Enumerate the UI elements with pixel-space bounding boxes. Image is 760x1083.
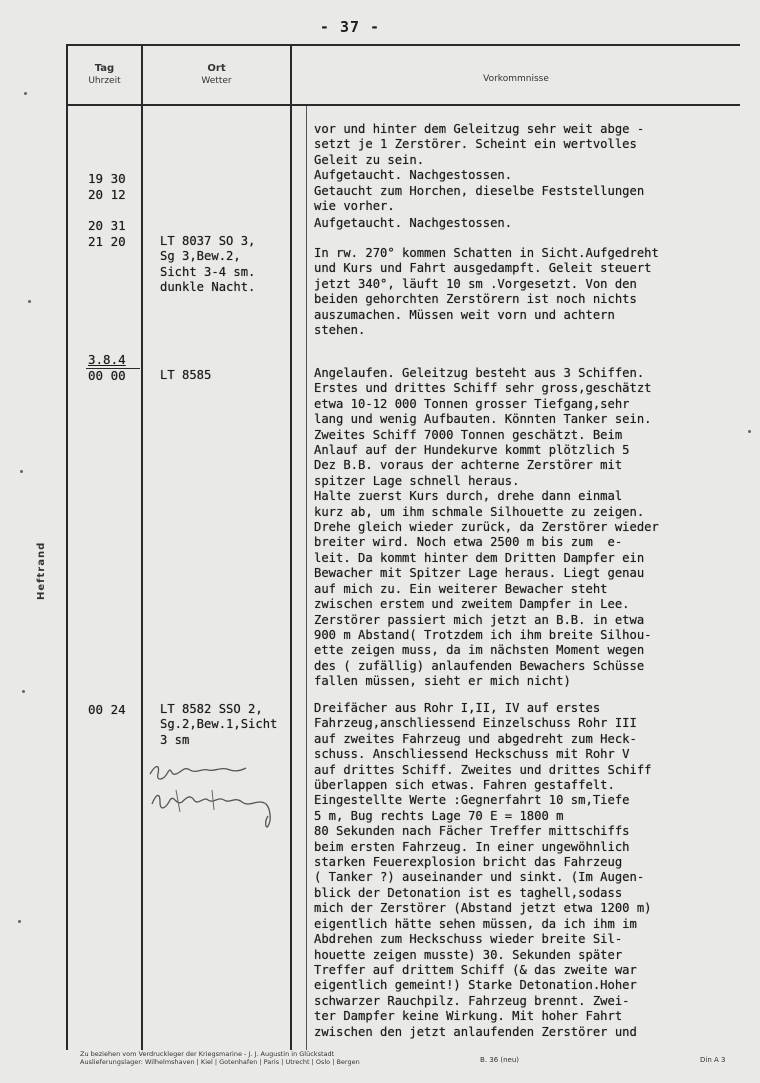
handwritten-signature — [146, 760, 286, 840]
place-weather-1: LT 8037 SO 3, Sg 3,Bew.2, Sicht 3-4 sm. dunkle Nacht. — [160, 234, 256, 295]
header-col-tag — [68, 62, 141, 87]
header-uhrzeit: Uhrzeit — [88, 76, 121, 86]
event-entry-3: Getaucht zum Horchen, dieselbe Feststellungen wie vorher. — [314, 184, 645, 214]
event-entry-1: vor und hinter dem Geleitzug sehr weit abge - setzt je 1 Zerstörer. Scheint ein wertvolles Geleit zu sein. — [314, 122, 645, 167]
scan-dot — [22, 690, 25, 693]
time-2031: 20 31 — [88, 218, 126, 233]
margin-label-heftrand: Heftrand — [36, 541, 47, 600]
footer-form-number: B. 36 (neu) — [480, 1056, 520, 1064]
column-divider-1 — [141, 44, 143, 1050]
scan-dot — [18, 920, 21, 923]
event-entry-2: Aufgetaucht. Nachgestossen. — [314, 168, 513, 182]
header-ort: Ort — [207, 63, 226, 74]
table-top-border — [66, 44, 740, 46]
scan-dot — [20, 470, 23, 473]
scan-dot — [748, 430, 751, 433]
scan-dot — [24, 92, 27, 95]
text-margin-line — [306, 106, 307, 1050]
table-left-border — [66, 44, 68, 1050]
date-entry: 3.8.4 — [88, 352, 126, 367]
footer-line-1: Zu beziehen vom Verdruckleger der Kriegsmarine - J. J. Augustin in Glückstadt — [80, 1050, 335, 1058]
header-col-vorkommnisse — [292, 73, 740, 85]
header-tag: Tag — [94, 63, 115, 74]
place-weather-3: LT 8582 SSO 2, Sg.2,Bew.1,Sicht 3 sm — [160, 702, 278, 747]
event-entry-6: Angelaufen. Geleitzug besteht aus 3 Schiffen. Erstes und drittes Schiff sehr gross,geschätzt etwa 10-12 000 Tonnen grosser Tiefgang,sehr lang und wenig Aufbauten. Könnten Tanker sein. Zweites Schiff 7000 Tonnen geschätzt. Beim Anlauf auf der Hundekurve kommt plötzlich 5 Dez B.B. voraus der achterne Zerstörer mit spitzer Lage schnell heraus. Halte zuerst Kurs durch, drehe dann einmal kurz ab, um ihm schmale Silhouette zu zeigen. Drehe gleich wieder zurück, da Zerstörer wieder breiter wird. Noch etwa 2500 m bis zum e- leit. Da kommt hinter dem Dritten Dampfer ein Bewacher mit Spitzer Lage heraus. Liegt genau auf mich zu. Ein weiterer Bewacher steht zwischen erstem und zweitem Dampfer in Lee. Zerstörer passiert mich jetzt an B.B. in etwa 900 m Abstand( Trotzdem ich ihm breite Silhou- ette zeigen muss, da im nächsten Moment wegen des ( zufällig) anlaufenden Bewachers Schüsse fallen müssen, sieht er mich nicht) — [314, 366, 659, 689]
time-0000: 00 00 — [88, 368, 126, 383]
event-entry-7: Dreifächer aus Rohr I,II, IV auf erstes Fahrzeug,anschliessend Einzelschuss Rohr III auf zweites Fahrzeug und abgedreht zum Heck- schuss. Anschliessend Heckschuss mit Rohr V auf drittes Schiff. Zweites und drittes Schiff überlappen sich etwas. Fahren gestaffelt. Eingestellte Werte :Gegnerfahrt 10 sm,Tiefe 5 m, Bug rechts Lage 70 E = 1800 m 80 Sekunden nach Fächer Treffer mittschiffs beim ersten Fahrzeug. In einer ungewöhnlich starken Feuerexplosion bricht das Fahrzeug ( Tanker ?) auseinander und sinkt. (Im Augen- blick der Detonation ist es taghell,sodass mich der Zerstörer (Abstand jetzt etwa 1200 m) eigentlich hätte sehen müssen, da ich ihm im Abdrehen zum Heckschuss wieder breite Sil- houette zeigen musste) 30. Sekunden später Treffer auf drittem Schiff (& das zweite war eigentlich gemeint!) Starke Detonation.Hoher schwarzer Rauchpilz. Fahrzeug brennt. Zwei- ter Dampfer keine Wirkung. Mit hoher Fahrt zwischen den jetzt anlaufenden Zerstörer und — [314, 701, 652, 1039]
footer-line-2: Auslieferungslager: Wilhelmshaven | Kiel | Gotenhafen | Paris | Utrecht | Oslo | Bergen — [80, 1058, 360, 1066]
time-1930: 19 30 — [88, 171, 126, 186]
header-wetter: Wetter — [201, 76, 232, 86]
footer-format: Din A 3 — [700, 1056, 726, 1064]
header-col-ort — [143, 62, 290, 87]
time-0024: 00 24 — [88, 702, 126, 717]
page-number: - 37 - — [319, 18, 381, 36]
header-bottom-border — [66, 104, 740, 106]
scan-dot — [28, 300, 31, 303]
place-weather-2: LT 8585 — [160, 368, 212, 382]
time-2012: 20 12 — [88, 187, 126, 202]
event-entry-5: In rw. 270° kommen Schatten in Sicht.Aufgedreht und Kurs und Fahrt ausgedampft. Geleit steuert jetzt 340°, läuft 10 sm .Vorgesetzt. Von den beiden gehorchten Zerstörern ist noch nichts auszumachen. Müssen weit vorn und achtern stehen. — [314, 246, 659, 338]
column-divider-2 — [290, 44, 292, 1050]
time-2120: 21 20 — [88, 234, 126, 249]
header-vorkommnisse: Vorkommnisse — [483, 74, 549, 84]
footer-publisher — [80, 1050, 360, 1066]
event-entry-4: Aufgetaucht. Nachgestossen. — [314, 216, 513, 230]
